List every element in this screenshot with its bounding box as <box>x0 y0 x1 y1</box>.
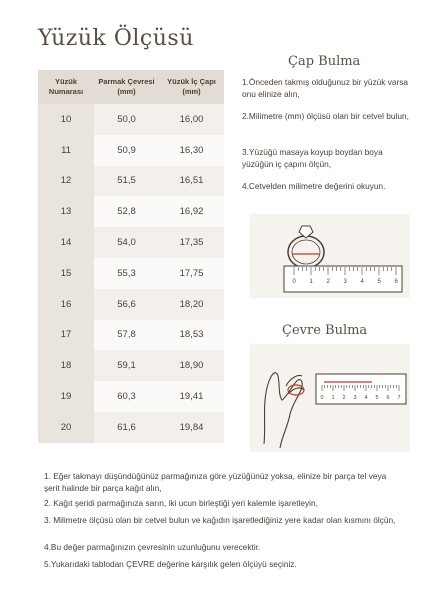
ruler-label: 7 <box>397 395 401 401</box>
cap-step-3: 3.Yüzüğü masaya koyup boydan boya yüzüğün iç çapını ölçün, <box>242 147 383 169</box>
cell-ring-number: 10 <box>38 104 94 135</box>
ruler-label: 4 <box>364 395 368 401</box>
cell-finger-circumference: 57,8 <box>94 320 159 351</box>
header-finger-circumference: Parmak Çevresi (mm) <box>98 77 155 96</box>
table-row <box>38 381 224 412</box>
cap-step-4: 4.Cetvelden milimetre değerini okuyun. <box>242 181 386 191</box>
table-row <box>38 412 224 443</box>
cell-finger-circumference: 51,5 <box>94 166 159 197</box>
cell-inner-diameter: 16,92 <box>159 196 224 227</box>
ruler-label: 5 <box>375 395 379 401</box>
cell-finger-circumference: 56,6 <box>94 289 159 320</box>
cell-finger-circumference: 54,0 <box>94 227 159 258</box>
cell-inner-diameter: 16,30 <box>159 135 224 166</box>
bottom-step-1: 1. Eğer takmayı düşündüğünüz parmağınıza göre yüzüğünüz yoksa, elinize bir parça tel veya şerit halinde bir parça kağıt alın, <box>44 471 387 493</box>
cell-ring-number: 16 <box>38 289 94 320</box>
bottom-step-3: 3. Milimetre ölçüsü olan bir cetvel bulun ve kağıdın işaretlediğiniz yere kadar olan kısmını ölçün, <box>44 515 396 525</box>
cell-finger-circumference: 50,0 <box>94 104 159 135</box>
cevre-bulma-title: Çevre Bulma <box>282 323 368 338</box>
ruler-label: 1 <box>331 395 335 401</box>
bottom-step-5: 5.Yukarıdaki tablodan ÇEVRE değerine karşılık gelen ölçüyü seçiniz. <box>44 559 297 569</box>
cell-inner-diameter: 18,90 <box>159 350 224 381</box>
cell-ring-number: 13 <box>38 196 94 227</box>
ruler <box>316 374 406 404</box>
cell-ring-number: 19 <box>38 381 94 412</box>
cell-inner-diameter: 16,00 <box>159 104 224 135</box>
cell-inner-diameter: 18,53 <box>159 320 224 351</box>
cell-ring-number: 20 <box>38 412 94 443</box>
size-table <box>38 70 224 443</box>
table-row <box>38 258 224 289</box>
cell-inner-diameter: 17,75 <box>159 258 224 289</box>
cell-finger-circumference: 59,1 <box>94 350 159 381</box>
cell-ring-number: 12 <box>38 166 94 197</box>
finger-ruler-illustration <box>250 344 410 452</box>
table-row <box>38 166 224 197</box>
table-row <box>38 320 224 351</box>
cell-inner-diameter: 18,20 <box>159 289 224 320</box>
cell-inner-diameter: 19,84 <box>159 412 224 443</box>
cell-finger-circumference: 61,6 <box>94 412 159 443</box>
ruler-label: 2 <box>326 279 330 285</box>
ruler-label: 3 <box>343 279 347 285</box>
ruler-label: 1 <box>309 279 313 285</box>
header-ring-number: Yüzük Numarası <box>48 77 84 96</box>
cell-inner-diameter: 19,41 <box>159 381 224 412</box>
cap-bulma-title: Çap Bulma <box>288 54 361 69</box>
bottom-step-2: 2. Kağıt şeridi parmağınıza sarın, iki ucun birleştiği yeri kalemle işaretleyin, <box>44 498 318 508</box>
table-row <box>38 135 224 166</box>
table-row <box>38 196 224 227</box>
table-header <box>38 70 224 104</box>
table-row <box>38 350 224 381</box>
ruler-label: 4 <box>360 279 364 285</box>
cap-step-2: 2.Milimetre (mm) ölçüsü olan bir cetvel bulun, <box>242 111 409 121</box>
cell-finger-circumference: 52,8 <box>94 196 159 227</box>
ring-ruler-illustration <box>250 214 410 298</box>
ruler-label: 5 <box>377 279 381 285</box>
ruler-label: 6 <box>386 395 390 401</box>
cell-finger-circumference: 50,9 <box>94 135 159 166</box>
cell-ring-number: 18 <box>38 350 94 381</box>
cell-finger-circumference: 60,3 <box>94 381 159 412</box>
cell-finger-circumference: 55,3 <box>94 258 159 289</box>
cell-inner-diameter: 16,51 <box>159 166 224 197</box>
ruler-label: 2 <box>342 395 346 401</box>
cell-inner-diameter: 17,35 <box>159 227 224 258</box>
cell-ring-number: 17 <box>38 320 94 351</box>
ruler-label: 0 <box>320 395 324 401</box>
ruler-label: 6 <box>394 279 398 285</box>
cell-ring-number: 15 <box>38 258 94 289</box>
cap-step-1: 1.Önceden takmış olduğunuz bir yüzük varsa onu elinize alın, <box>242 77 409 99</box>
cell-ring-number: 14 <box>38 227 94 258</box>
cell-ring-number: 11 <box>38 135 94 166</box>
table-row <box>38 227 224 258</box>
header-inner-diameter: Yüzük İç Çapı (mm) <box>167 77 216 96</box>
table-row <box>38 289 224 320</box>
table-row <box>38 104 224 135</box>
page-title: Yüzük Ölçüsü <box>38 26 194 51</box>
bottom-step-4: 4.Bu değer parmağınızın çevresinin uzunluğunu verecektir. <box>44 542 261 552</box>
ruler-label: 3 <box>353 395 357 401</box>
ruler-label: 0 <box>292 279 296 285</box>
